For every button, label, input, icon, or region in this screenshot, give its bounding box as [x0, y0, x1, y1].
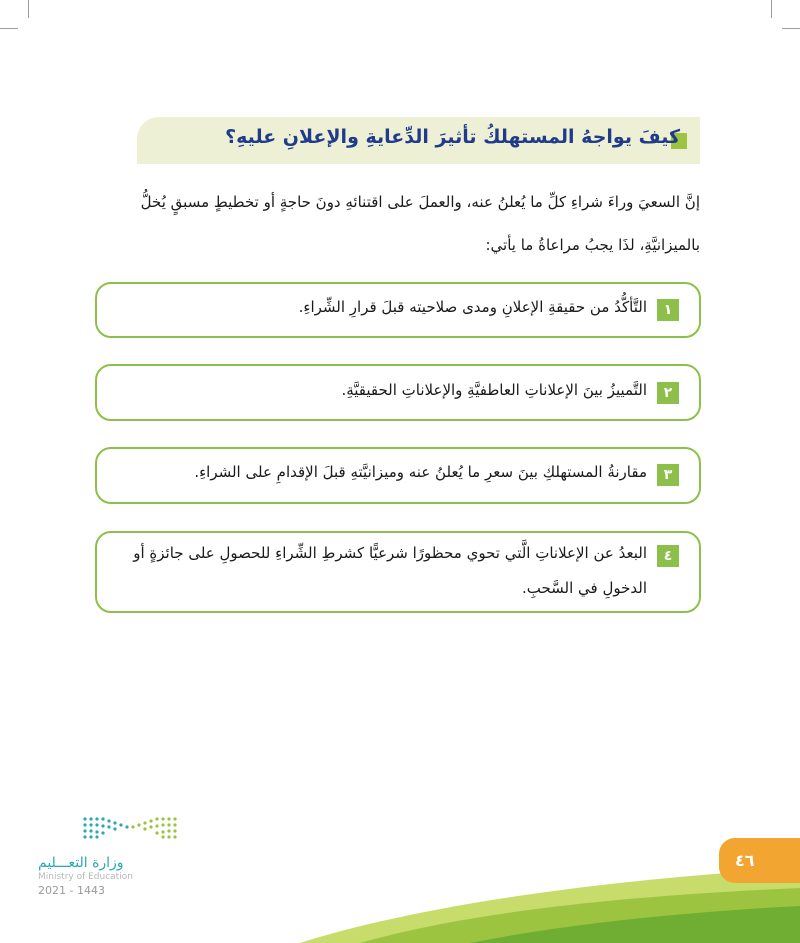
logo-arabic-text: وزارة التعـــليم — [38, 855, 124, 871]
intro-line-1: إنَّ السعيَ وراءَ شراءِ كلِّ ما يُعلنُ عنه، والعملَ على اقتنائهِ دونَ حاجةٍ أو تخطيطٍ مسبقٍ يُخلُّ — [140, 193, 700, 211]
item-text: التَّمييزُ بينَ الإعلاناتِ العاطفيَّةِ والإعلاناتِ الحقيقيَّةِ. — [341, 381, 647, 399]
item-number-badge: ٣ — [657, 464, 679, 486]
item-text: التَّأكُّدُ من حقيقةِ الإعلانِ ومدى صلاحيته قبلَ قرارِ الشِّراءِ. — [298, 298, 647, 316]
item-number-badge: ٢ — [657, 382, 679, 404]
logo-year: 2021 - 1443 — [38, 884, 105, 897]
item-text: مقارنةُ المستهلكِ بينَ سعرِ ما يُعلنُ عنه وميزانيَّتهِ قبلَ الإقدامِ على الشراءِ. — [194, 463, 647, 481]
page-number: ٤٦ — [719, 838, 800, 883]
item-number-badge: ١ — [657, 299, 679, 321]
item-number-badge: ٤ — [657, 545, 679, 567]
logo-english-text: Ministry of Education — [38, 872, 133, 882]
section-heading: كيفَ يواجهُ المستهلكُ تأثيرَ الدِّعايةِ والإعلانِ عليهِ؟ — [225, 126, 680, 148]
item-text: البعدُ عن الإعلاناتِ الَّتي تحوي محظورًا شرعيًّا كشرطِ الشِّراءِ للحصولِ على جائزةٍ أو — [133, 544, 647, 562]
item-text: الدخولِ في السَّحبِ. — [521, 579, 647, 597]
intro-line-2: بالميزانيَّةِ، لذَا يجبُ مراعاةُ ما يأتي: — [485, 236, 700, 254]
